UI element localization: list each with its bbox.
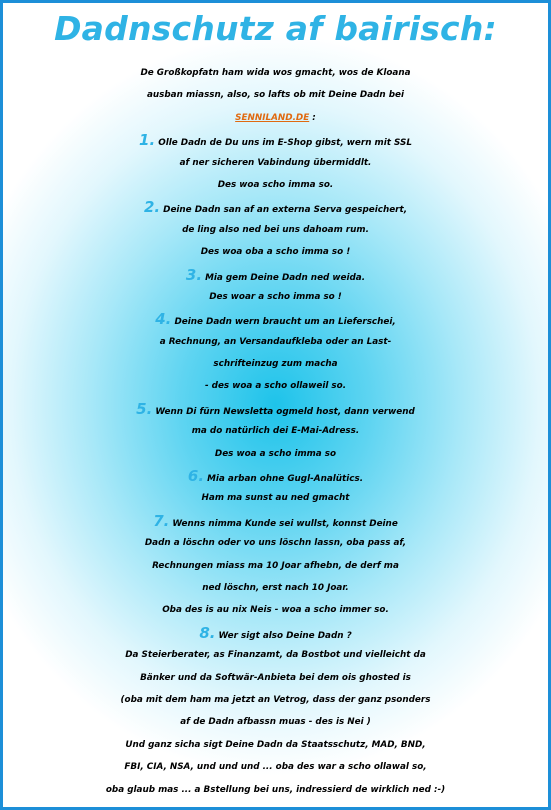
item-text: Olle Dadn de Du uns im E-Shop gibst, wern mit SSL [155,138,412,149]
item-text: Und ganz sicha sigt Deine Dadn da Staatsschutz, MAD, BND, [125,739,426,750]
list-item-2 [3,196,548,218]
item-number: 5. [136,399,153,418]
list-item-8 [3,622,548,644]
list-item-5 [3,398,548,420]
item-text: Des woa a scho imma so [214,448,337,459]
list-item-6 [3,465,548,487]
item-number: 1. [139,131,156,150]
item-number: 2. [143,198,161,217]
item-text: Des woar a scho imma so ! [209,291,342,302]
item-text: Oba des is au nix Neis - woa a scho immer so. [162,605,389,616]
list-item-4 [3,308,548,330]
item-number: 7. [153,511,170,530]
item-text: Wer sigt also Deine Dadn ? [215,630,352,641]
item-text: oba glaub mas ... a Bstellung bei uns, indressierd de wirklich ned :-) [105,784,446,795]
item-text: Rechnungen miass ma 10 Joar afhebn, de derf ma [152,560,399,571]
poster-body [3,62,548,801]
item-text: Da Steierberater, as Finanzamt, da Bostbot und vielleicht da [125,650,426,661]
item-text: Bänker und da Softwär-Anbieta bei dem ois ghosted is [140,672,411,683]
item-text: Deine Dadn san af an externa Serva gespeichert, [160,205,408,216]
intro-brand-line [3,107,548,129]
item-text: Des woa scho imma so. [217,179,334,190]
item-text: Ham ma sunst au ned gmacht [201,493,350,504]
item-text: Deine Dadn wern braucht um an Lieferschei, [171,317,396,328]
item-text: Mia arban ohne Gugl-Analütics. [204,474,364,485]
intro-line: ausban miassn, also, so lafts ob mit Deine Dadn bei [146,90,405,101]
item-text: Dadn a löschn oder vo uns löschn lassn, oba pass af, [144,538,407,549]
item-text: Mia gem Deine Dadn ned weida. [202,272,366,283]
item-text: a Rechnung, an Versandaufkleba oder an Last- [159,336,392,347]
item-text: Des woa oba a scho imma so ! [200,247,351,258]
item-text: af de Dadn afbassn muas - des is Nei ) [180,717,371,728]
brand-name: SENNILAND.DE [235,112,310,123]
item-text: af ner sicheren Vabindung übermiddlt. [179,157,372,168]
item-text: de ling also ned bei uns dahoam rum. [182,224,369,235]
item-text: schrifteinzug zum macha [213,359,338,370]
item-text: ned löschn, erst nach 10 Joar. [202,582,349,593]
item-text: Wenns nimma Kunde sei wullst, konnst Deine [169,518,398,529]
list-item-3 [3,264,548,286]
item-text: - des woa a scho ollaweil so. [204,381,347,392]
poster-title: Dadnschutz af bairisch: [54,9,497,48]
item-text: ma do natürlich dei E-Mai-Adress. [191,426,360,437]
item-number: 8. [199,623,216,642]
item-text: (oba mit dem ham ma jetzt an Vetrog, dass der ganz psonders [120,694,431,705]
intro-line: De Großkopfatn ham wida wos gmacht, wos de Kloana [140,68,411,78]
brand-suffix: : [309,112,316,123]
item-text: Wenn Di fürn Newsletta ogmeld host, dann verwend [152,406,415,417]
item-text: FBI, CIA, NSA, und und und ... oba des war a scho ollawal so, [124,762,427,773]
list-item-1 [3,129,548,151]
item-number: 4. [155,310,172,329]
item-number: 6. [187,467,205,486]
item-number: 3. [185,265,203,284]
list-item-7 [3,510,548,532]
